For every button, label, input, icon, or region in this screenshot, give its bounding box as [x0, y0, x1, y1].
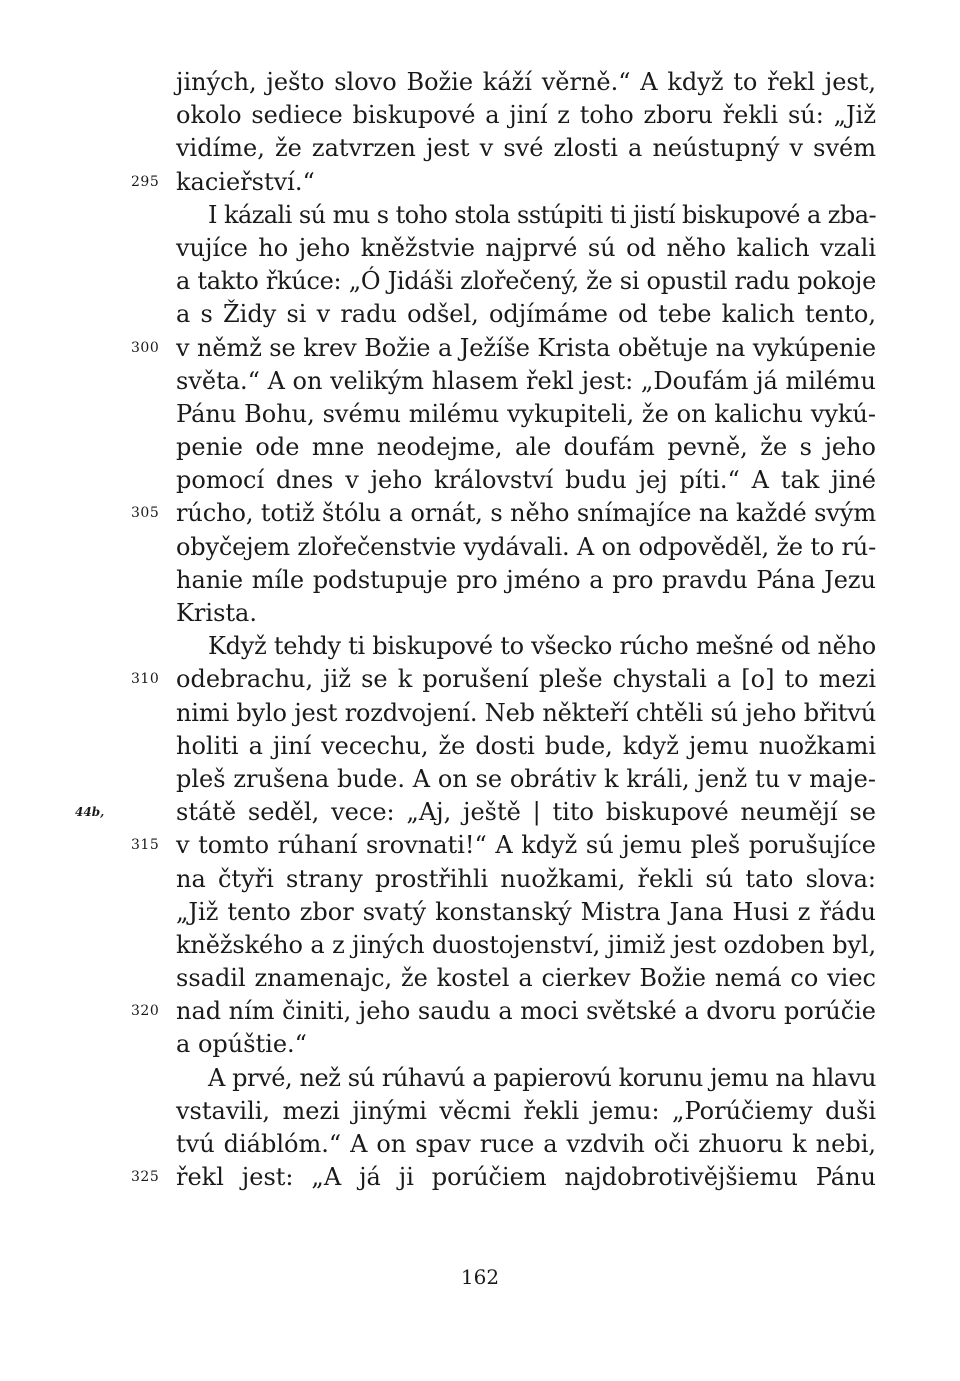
text-line [176, 1062, 876, 1095]
line-text: a opúštie.“ [176, 1030, 307, 1059]
line-text: světa.“ A on velikým hlasem řekl jest: „Doufám já milému [176, 366, 876, 395]
line-text: rúcho, totiž štólu a ornát, s něho snímajíce na každé svým [176, 499, 876, 528]
text-line [176, 1095, 876, 1128]
body-text [75, 66, 876, 1194]
text-line [176, 962, 876, 995]
text-line [176, 464, 876, 497]
text-line [131, 166, 876, 199]
line-text: „Již tento zbor svatý konstanský Mistra Jana Husi z řádu [176, 897, 876, 926]
line-number: 300 [131, 339, 160, 356]
text-line [176, 929, 876, 962]
line-number: 295 [131, 173, 160, 190]
text-line [176, 132, 876, 165]
line-text: vujíce ho jeho kněžstvie najprvé sú od něho kalich vzali [176, 233, 876, 262]
text-line [176, 398, 876, 431]
line-text: Když tehdy ti biskupové to všecko rúcho mešné od něho [208, 632, 876, 661]
line-text: A prvé, než sú rúhavú a papierovú korunu jemu na hlavu [208, 1063, 876, 1092]
line-text: nad ním činiti, jeho saudu a moci světské a dvoru porúčie [176, 997, 876, 1026]
line-number: 310 [131, 671, 160, 688]
text-line [176, 99, 876, 132]
line-number: 325 [131, 1169, 160, 1186]
line-text: v němž se krev Božie a Ježíše Krista obětuje na vykúpenie [176, 333, 876, 362]
line-text: tvú diáblóm.“ A on spav ruce a vzdvih oči zhuoru k nebi, [176, 1130, 876, 1158]
line-text: pomocí dnes v jeho království budu jej píti.“ A tak jiné [176, 466, 876, 495]
line-text: vstavili, mezi jinými věcmi řekli jemu: „Porúčiemy duši [176, 1096, 876, 1125]
line-text: holiti a jiní vecechu, že dosti bude, když jemu nuožkami [176, 731, 876, 760]
line-text: kacieřství.“ [176, 167, 315, 196]
text-line [131, 829, 876, 862]
text-line [176, 730, 876, 763]
text-line [75, 796, 876, 829]
text-line [176, 697, 876, 730]
line-number: 305 [131, 505, 160, 522]
text-line [176, 863, 876, 896]
line-text: jiných, ješto slovo Božie káží věrně.“ A když to řekl jest, [176, 68, 876, 96]
line-text: hanie míle podstupuje pro jméno a pro pravdu Pána Jezu [176, 565, 876, 594]
text-line [131, 663, 876, 696]
text-line [176, 199, 876, 232]
folio-marginal-note: 44b, [75, 805, 105, 820]
text-line [176, 265, 876, 298]
text-line [176, 431, 876, 464]
line-text: Krista. [176, 599, 257, 627]
line-text: obyčejem zlořečenstvie vydávali. A on odpověděl, že to rú- [176, 532, 876, 561]
text-line [176, 232, 876, 265]
text-line [176, 896, 876, 929]
text-line [176, 1128, 876, 1161]
line-text: Pánu Bohu, svému milému vykupiteli, že on kalichu vykú- [176, 399, 876, 428]
text-line [176, 630, 876, 663]
line-number: 315 [131, 837, 160, 854]
line-text: kněžského a z jiných duostojenství, jimiž jest ozdoben byl, [176, 930, 876, 959]
text-line [176, 1028, 876, 1061]
text-line [176, 298, 876, 331]
line-text: v tomto rúhaní srovnati!“ A když sú jemu pleš porušujíce [176, 831, 876, 860]
text-line [176, 66, 876, 99]
line-text: pleš zrušena bude. A on se obrátiv k králi, jenž tu v maje- [176, 764, 876, 793]
text-line [131, 995, 876, 1028]
line-text: penie ode mne neodejme, ale doufám pevně, že s jeho [176, 433, 876, 462]
text-line [176, 564, 876, 597]
line-text: a takto řkúce: „Ó Jidáši zlořečený, že si opustil radu pokoje [176, 267, 876, 296]
line-text: ssadil znamenajc, že kostel a cierkev Božie nemá co viec [176, 964, 876, 993]
text-line [176, 531, 876, 564]
line-text: a s Židy si v radu odšel, odjímáme od tebe kalich tento, [176, 300, 876, 329]
line-text: na čtyři strany prostřihli nuožkami, řekli sú tato slova: [176, 864, 876, 893]
line-text: I kázali sú mu s toho stola sstúpiti ti jistí biskupové a zba- [208, 200, 876, 229]
line-number: 320 [131, 1003, 160, 1020]
line-text: nimi bylo jest rozdvojení. Neb někteří chtěli sú jeho břitvú [176, 698, 876, 727]
text-line [176, 365, 876, 398]
text-line [176, 763, 876, 796]
text-line [131, 1161, 876, 1194]
line-text: odebrachu, již se k porušení pleše chystali a [o] to mezi [176, 665, 876, 694]
text-line [176, 597, 876, 630]
text-line [131, 332, 876, 365]
line-text: řekl jest: „A já ji porúčiem najdobrotivějšiemu Pánu [176, 1163, 876, 1192]
page-number: 162 [460, 1265, 500, 1289]
line-text: okolo sediece biskupové a jiní z toho zboru řekli sú: „Již [176, 101, 876, 130]
text-line [131, 497, 876, 530]
line-text: vidíme, že zatvrzen jest v své zlosti a neústupný v svém [176, 134, 876, 163]
line-text: státě seděl, vece: „Aj, ještě | tito biskupové neumějí se [176, 798, 876, 827]
